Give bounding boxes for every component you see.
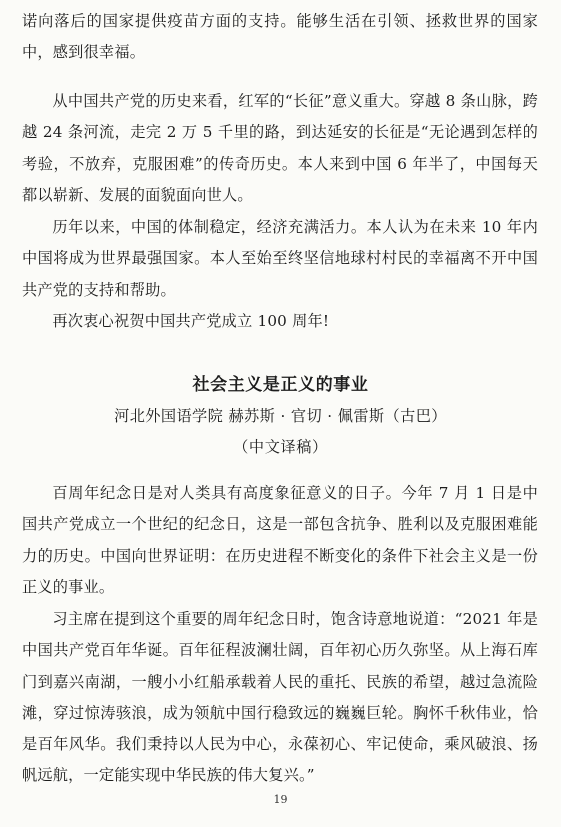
paragraph-centenary: 百周年纪念日是对人类具有高度象征意义的日子。今年 7 月 1 日是中国共产党成立一个世纪的纪念日，这是一部包含抗争、胜利以及克服困难能力的历史。中国向世界证明：在历史进程不断变化的条件下社会主义是一份正义的事业。	[22, 484, 538, 596]
article-author: 河北外国语学院 赫苏斯 · 官切 · 佩雷斯（古巴）	[114, 407, 447, 425]
paragraph-xi-quote: 习主席在提到这个重要的周年纪念日时，饱含诗意地说道：“2021 年是中国共产党百年华诞。百年征程波澜壮阔，百年初心历久弥坚。从上海石库门到嘉兴南湖，一艘小小红船承载着人民的重托、民族的希望，越过急流险滩，穿过惊涛骇浪，成为领航中国行稳致远的巍巍巨轮。胸怀千秋伟业，恰是百年风华。我们秉持以人民为中心，永葆初心、牢记使命，乘风破浪、扬帆远航，一定能实现中华民族的伟大复兴。”	[22, 610, 538, 785]
translation-note: （中文译稿）	[233, 438, 328, 456]
paragraph-system-stability: 历年以来，中国的体制稳定，经济充满活力。本人认为在未来 10 年内中国将成为世界最强国家。本人至始至终坚信地球村村民的幸福离不开中国共产党的支持和帮助。	[22, 218, 538, 299]
article-title: 社会主义是正义的事业	[192, 375, 369, 395]
page-number: 19	[273, 793, 288, 806]
paragraph-long-march: 从中国共产党的历史来看，红军的“长征”意义重大。穿越 8 条山脉，跨越 24 条河流，走完 2 万 5 千里的路，到达延安的长征是“无论遇到怎样的考验，不放弃，克服困难”的传奇历史。本人来到中国 6 年半了，中国每天都以崭新、发展的面貌面向世人。	[22, 92, 538, 204]
paragraph-congratulations: 再次衷心祝贺中国共产党成立 100 周年!	[52, 312, 330, 330]
paragraph-continued: 诺向落后的国家提供疫苗方面的支持。能够生活在引领、拯救世界的国家中，感到很幸福。	[22, 12, 538, 62]
